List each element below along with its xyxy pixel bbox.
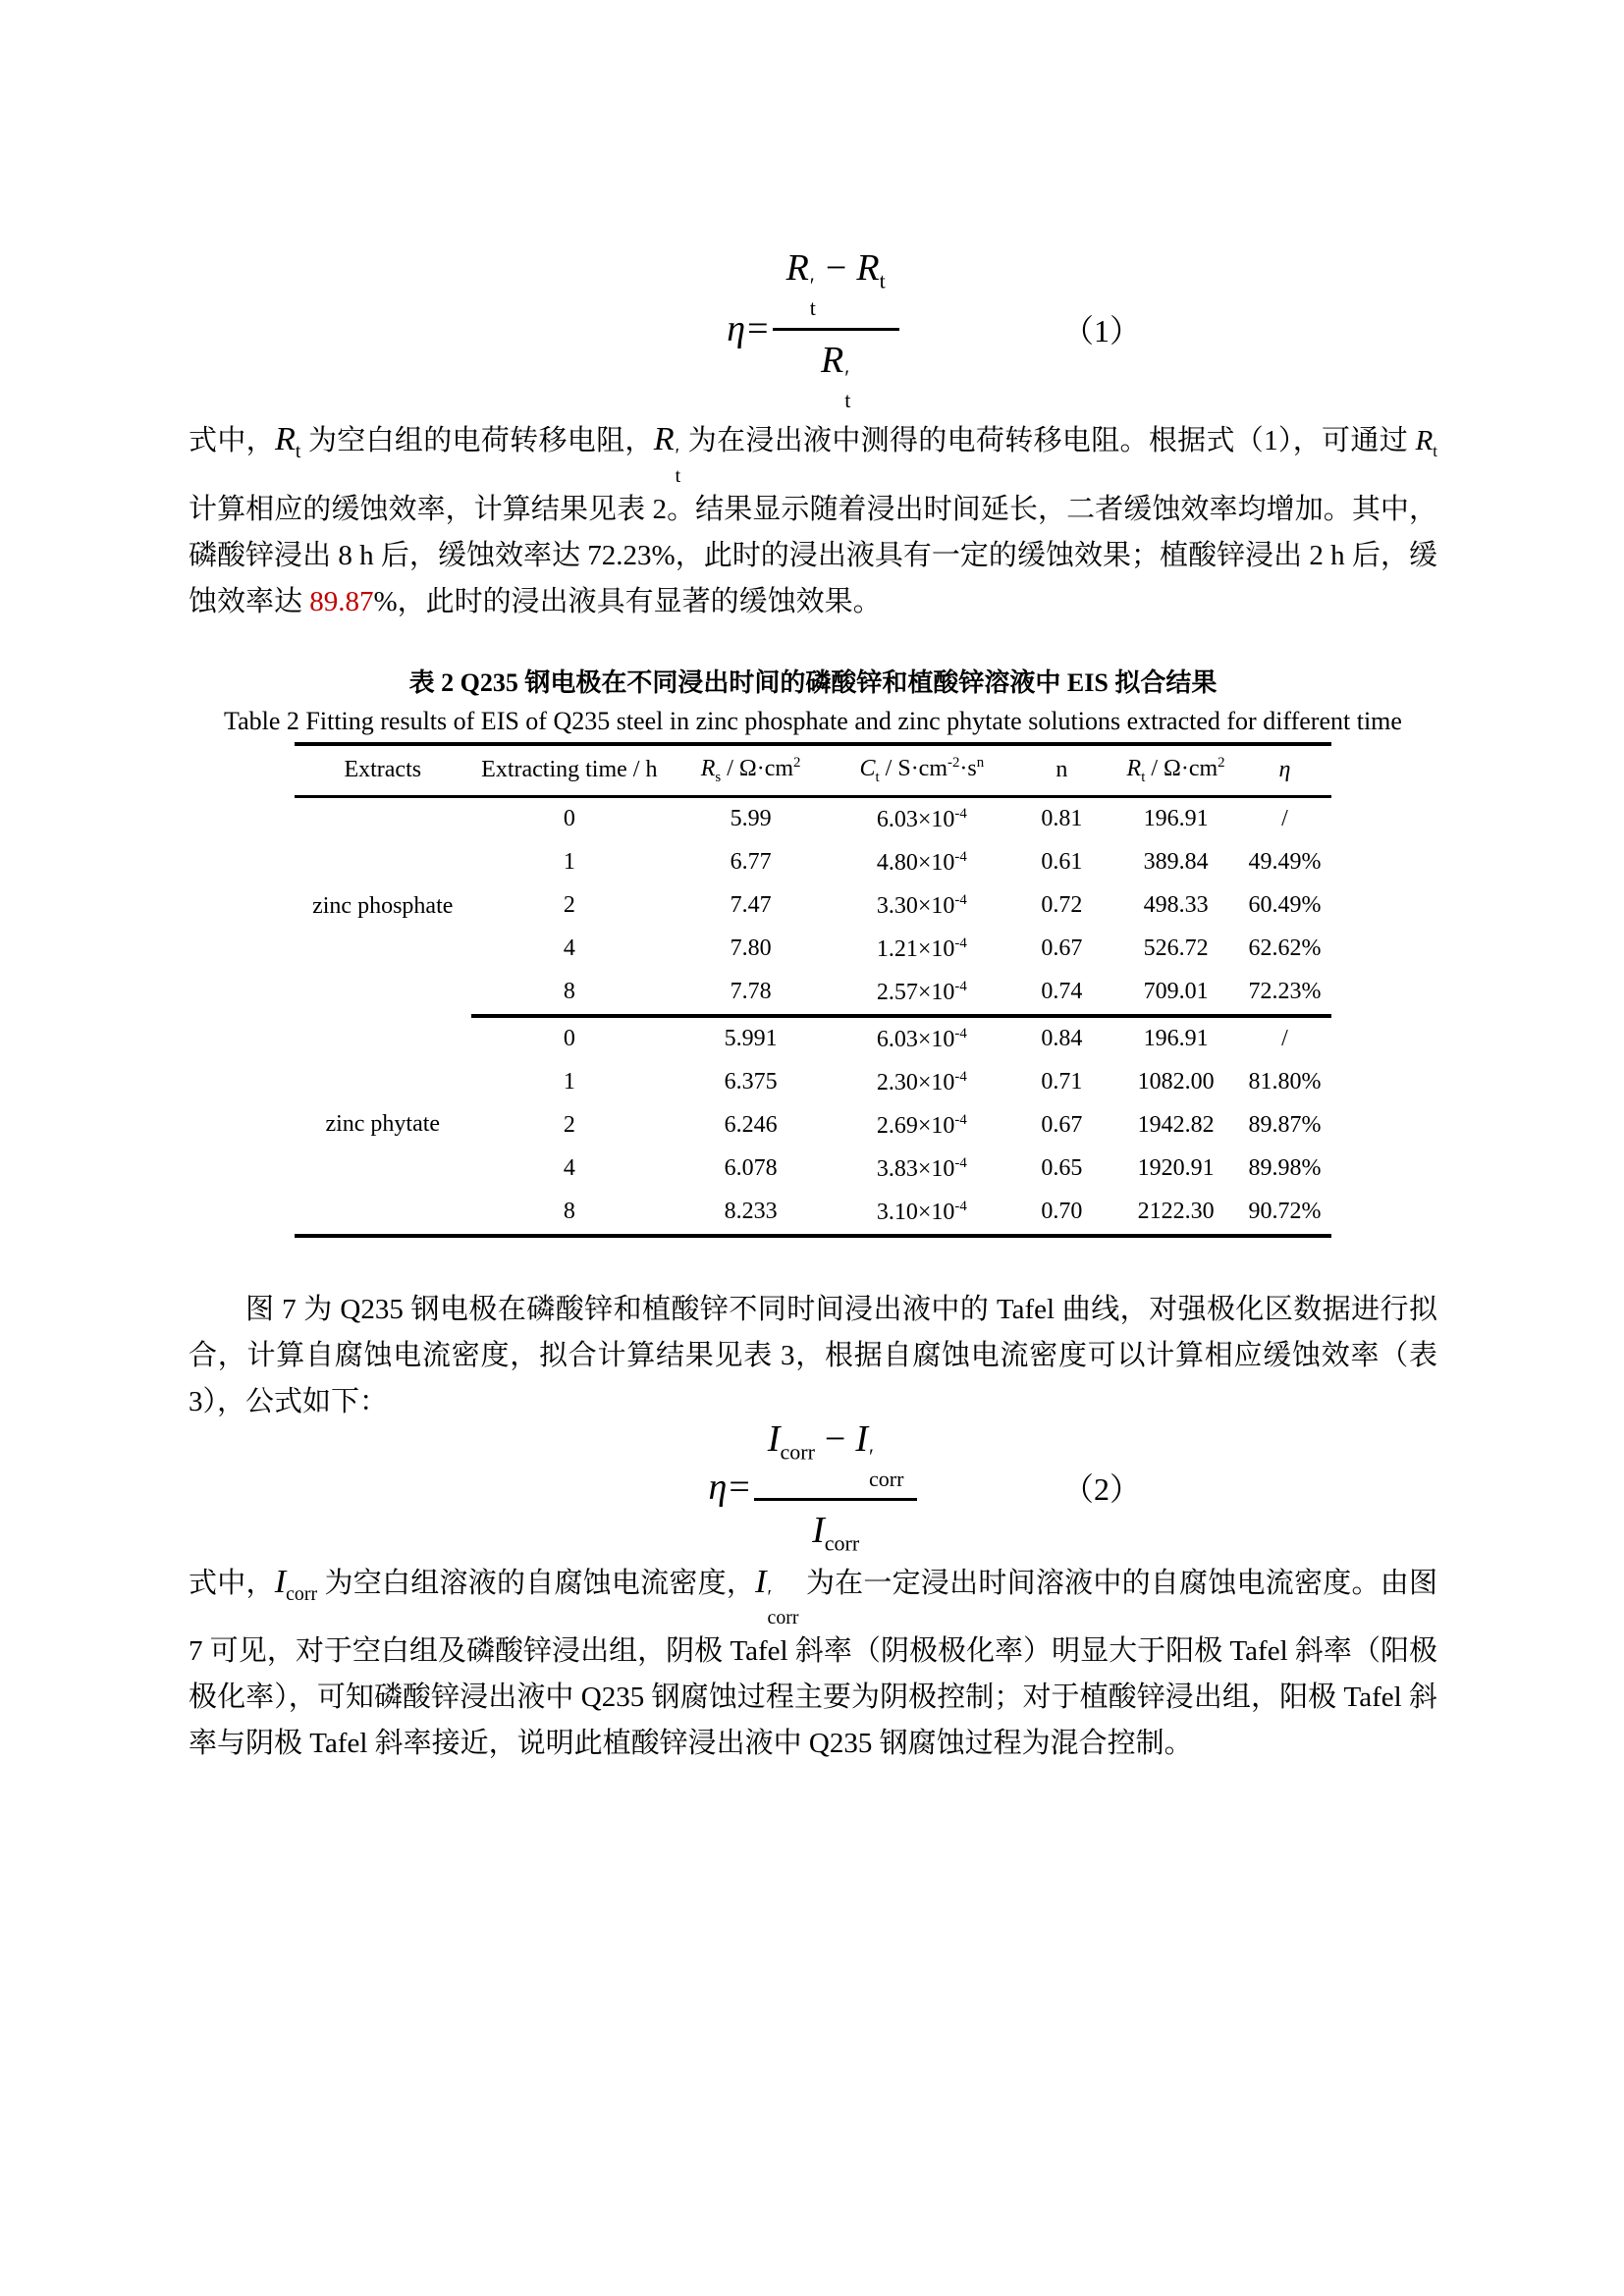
column-header: n [1010, 744, 1114, 797]
table-cell: 8.233 [724, 1199, 778, 1225]
table-cell: 7.80 [730, 935, 772, 962]
math-variable: $I_{corr}$ [274, 1563, 318, 1605]
table-cell: $3.83\times 10^{-4}$ [876, 1154, 967, 1182]
column-header: Extracting time / h [471, 744, 669, 797]
text-run: 为在一定浸出时间溶液中的自腐蚀电流密度。由图 7 可见，对于空白组及磷酸锌浸出组，阴极 Tafel 斜率（阴极极化率）明显大于阳极 Tafel 斜率（阳极极化率），可知磷酸锌浸出液中 Q235 钢腐蚀过程主要为阴极控制；对于植酸锌浸出组，阳极 Tafel 斜率与阴极 Tafel 斜率接近，说明此植酸锌浸出液中 Q235 钢腐蚀过程为混合控制。 [189, 1567, 1437, 1760]
eis-fitting-results-table [295, 742, 1331, 1238]
table-cell: 0.72 [1041, 892, 1083, 919]
equation-1-lhs [727, 307, 768, 350]
table-cell: 2 [563, 1112, 575, 1139]
table-cell: 6.078 [724, 1155, 778, 1182]
equation-1 [189, 247, 1437, 412]
table-cell: 8 [563, 1199, 575, 1225]
table-cell: / [1238, 1016, 1331, 1061]
table-cell: 72.23% [1248, 979, 1322, 1005]
equals-sign: = [747, 308, 769, 349]
table-cell: 2122.30 [1137, 1199, 1215, 1225]
table-cell: 0.70 [1041, 1199, 1083, 1225]
page-content [189, 247, 1437, 1767]
table-cell: 0 [471, 1016, 669, 1061]
table-cell: 0.71 [1041, 1069, 1083, 1095]
table-cell: 196.91 [1113, 1016, 1238, 1061]
math-variable: I ′ corr [855, 1417, 904, 1491]
equation-2-fraction [754, 1417, 918, 1557]
table-cell: 196.91 [1143, 806, 1209, 832]
paragraph-tafel-discussion [189, 1559, 1437, 1768]
table-cell: 89.87% [1248, 1112, 1322, 1139]
text-run: 式中， [189, 1567, 275, 1599]
table-cell: 6.375 [724, 1069, 778, 1095]
eta-symbol: η [727, 308, 746, 349]
table-cell: $4.80\times 10^{-4}$ [876, 848, 967, 876]
table-cell: 81.80% [1248, 1069, 1322, 1095]
math-operator: − [824, 1417, 846, 1460]
math-variable: $R_t$ [1415, 425, 1437, 460]
table-cell: $2.30\times 10^{-4}$ [876, 1068, 967, 1095]
table-cell: 0.74 [1041, 979, 1083, 1005]
table-cell: 7.47 [730, 892, 772, 919]
text-run: 图 7 为 Q235 钢电极在磷酸锌和植酸锌不同时间浸出液中的 Tafel 曲线，对强极化区数据进行拟合，计算自腐蚀电流密度，拟合计算结果见表 3，根据自腐蚀电流密度可以计算相应缓蚀效率（表 3），公式如下： [189, 1293, 1437, 1417]
eta-symbol: η [708, 1466, 728, 1508]
table-cell: $3.30\times 10^{-4}$ [876, 891, 967, 919]
table-cell: 6.77 [730, 849, 772, 876]
equation-2 [189, 1417, 1437, 1556]
math-operator: − [825, 247, 847, 289]
table-row [295, 1016, 1331, 1061]
column-header: $C_t / S\cdot cm^{-2}\cdot s^n$ [834, 744, 1010, 797]
equation-2-denominator [812, 1501, 859, 1557]
math-variable: $I_{corr}$ [812, 1510, 860, 1556]
math-variable: $R_t$ [274, 421, 301, 462]
table-cell: 90.72% [1248, 1199, 1322, 1225]
equals-sign: = [729, 1466, 750, 1508]
math-variable: R ′ t [653, 421, 681, 487]
equation-2-numerator [754, 1417, 918, 1502]
column-header: η [1238, 744, 1331, 797]
table-cell: $1.21\times 10^{-4}$ [876, 934, 967, 962]
table-cell: 1942.82 [1137, 1112, 1215, 1139]
table-cell: 1 [563, 849, 575, 876]
table-cell: $6.03\times 10^{-4}$ [876, 805, 967, 832]
text-run: %，此时的浸出液具有显著的缓蚀效果。 [373, 585, 882, 617]
math-variable: $R_t$ [856, 247, 886, 294]
table-cell: 0.67 [1041, 1112, 1083, 1139]
table-header-row [295, 744, 1331, 797]
extract-label: zinc phosphate [312, 893, 454, 920]
math-variable: I ′ corr [755, 1563, 799, 1629]
table-cell: 89.98% [1248, 1155, 1322, 1182]
text-run: 为在浸出液中测得的电荷转移电阻。根据式（1），可通过 [680, 425, 1416, 456]
table-cell: 526.72 [1143, 935, 1209, 962]
column-header: $R_t / \Omega\cdot cm^2$ [1113, 744, 1238, 797]
table-cell: 62.62% [1248, 935, 1322, 962]
table-cell: 5.99 [730, 806, 772, 832]
table-cell: 7.78 [730, 979, 772, 1005]
math-variable: $I_{corr}$ [767, 1417, 815, 1465]
table-cell: 49.49% [1248, 849, 1322, 876]
text-run: 为空白组溶液的自腐蚀电流密度， [317, 1567, 756, 1599]
table-cell: 498.33 [1143, 892, 1209, 919]
table-cell: 0 [563, 806, 575, 832]
table-cell: 1082.00 [1137, 1069, 1215, 1095]
equation-1-number: （1） [1062, 313, 1142, 348]
table-cell: 4 [563, 1155, 575, 1182]
column-header: Extracts [295, 744, 471, 797]
table-cell: 0.67 [1041, 935, 1083, 962]
table-cell: 0.65 [1041, 1155, 1083, 1182]
table-cell: 709.01 [1143, 979, 1209, 1005]
table-cell: $2.69\times 10^{-4}$ [876, 1111, 967, 1139]
paragraph-tafel-intro [189, 1287, 1437, 1425]
highlighted-value: 89.87 [309, 585, 374, 617]
table-cell: 8 [563, 979, 575, 1005]
paragraph-eis-results [189, 416, 1437, 625]
table-cell: $6.03\times 10^{-4}$ [834, 1016, 1010, 1061]
equation-1-fraction [773, 246, 899, 411]
table-cell: 4 [563, 935, 575, 962]
extract-label: zinc phytate [325, 1111, 441, 1138]
table-cell: 389.84 [1143, 849, 1209, 876]
math-variable: R ′ t [820, 339, 851, 412]
equation-1-numerator [773, 246, 899, 331]
equation-1-denominator [821, 331, 850, 412]
text-run: 为空白组的电荷转移电阻， [300, 425, 654, 456]
table-cell: 2 [563, 892, 575, 919]
table-cell: $3.10\times 10^{-4}$ [876, 1198, 967, 1225]
table-cell: 5.991 [668, 1016, 834, 1061]
table-cell: 0.61 [1041, 849, 1083, 876]
table-cell: 1 [563, 1069, 575, 1095]
table-cell: 1920.91 [1137, 1155, 1215, 1182]
table-row [295, 796, 1331, 841]
table-caption-english: Table 2 Fitting results of EIS of Q235 steel in zinc phosphate and zinc phytate solutions extracted for different time [224, 706, 1402, 735]
math-variable: R ′ t [785, 247, 816, 321]
table-cell: 60.49% [1248, 892, 1322, 919]
table-cell: 0.84 [1010, 1016, 1114, 1061]
table-cell: $2.57\times 10^{-4}$ [876, 978, 967, 1005]
text-run: 式中， [189, 425, 275, 456]
equation-2-number: （2） [1062, 1470, 1142, 1507]
table-caption-chinese: 表 2 Q235 钢电极在不同浸出时间的磷酸锌和植酸锌溶液中 EIS 拟合结果 [408, 667, 1218, 697]
equation-2-lhs [709, 1466, 750, 1509]
table-cell: 0.81 [1041, 806, 1083, 832]
column-header: $R_s / \Omega\cdot cm^2$ [668, 744, 834, 797]
table-cell: / [1281, 806, 1288, 832]
table-cell: 6.246 [724, 1112, 778, 1139]
text-run: 计算相应的缓蚀效率，计算结果见表 2。结果显示随着浸出时间延长，二者缓蚀效率均增加。其中，磷酸锌浸出 8 h 后，缓蚀效率达 72.23%，此时的浸出液具有一定的缓蚀效果；植酸锌浸出 2 h 后，缓蚀效率达 [189, 493, 1437, 617]
